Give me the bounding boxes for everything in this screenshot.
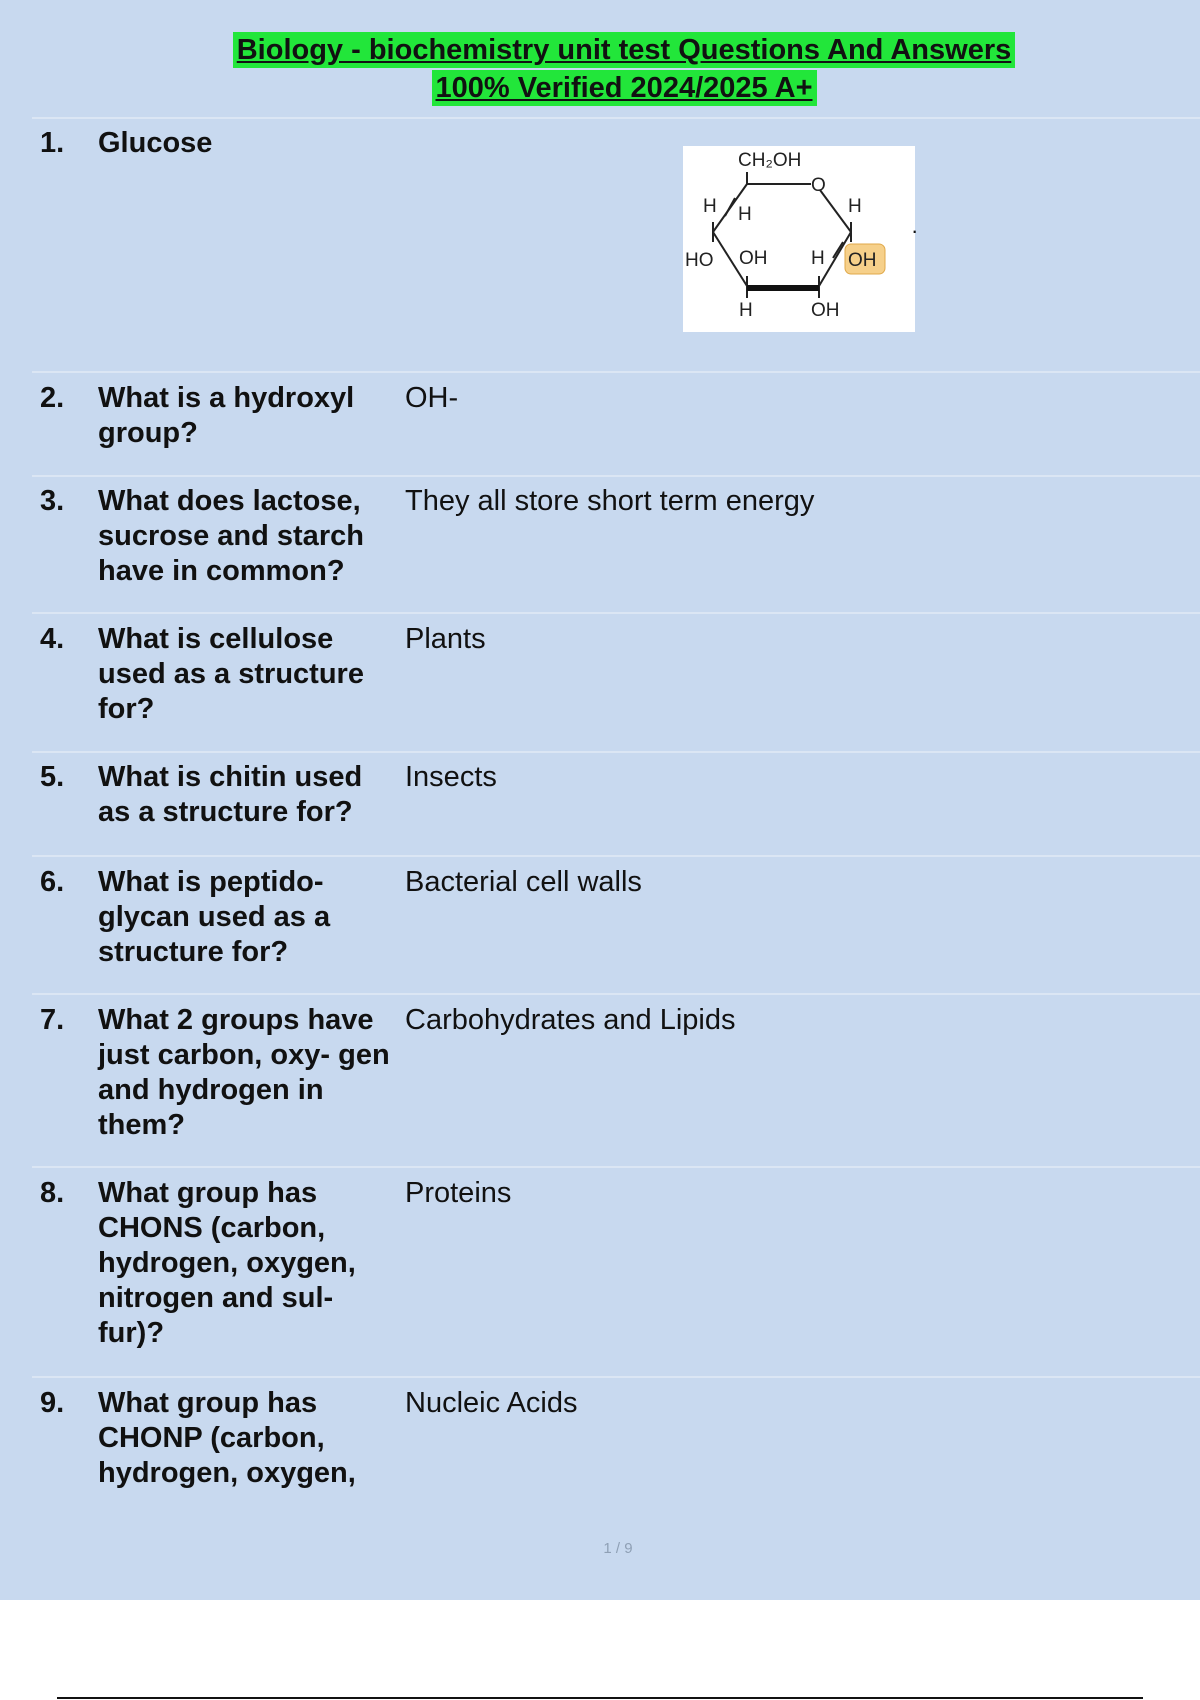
label-h: H (848, 196, 862, 217)
h-bond (725, 198, 735, 216)
divider (32, 751, 1200, 753)
divider (32, 612, 1200, 614)
page-indicator: 1 / 9 (603, 1540, 633, 1557)
label-ch2oh: CH₂OH (738, 150, 802, 171)
label-oh-highlighted: OH (848, 250, 877, 271)
item-question: Glucose (98, 127, 213, 159)
item-question: What is cellulose used as a structure for? (98, 623, 364, 725)
title-line-1: Biology - biochemistry unit test Questions And Answers (233, 32, 1016, 68)
divider (32, 371, 1200, 373)
label-ring-oxygen: O (811, 175, 826, 196)
item-number: 9. (40, 1387, 65, 1419)
item-number: 7. (40, 1004, 65, 1036)
item-question: What is chitin used as a structure for? (98, 761, 363, 828)
divider (32, 1376, 1200, 1378)
dot-mark: · (911, 218, 919, 243)
glucose-structure-diagram (683, 146, 915, 332)
item-answer: Plants (405, 623, 486, 655)
label-oh: OH (811, 300, 840, 321)
label-oh: OH (739, 248, 768, 269)
divider (32, 1166, 1200, 1168)
item-question: What 2 groups have just carbon, oxy- gen and hydrogen in them? (98, 1004, 390, 1141)
label-h: H (811, 248, 825, 269)
label-ho: HO (685, 250, 714, 271)
title-line-2: 100% Verified 2024/2025 A+ (432, 70, 817, 106)
ring-bond (820, 190, 851, 232)
item-question: What is peptido- glycan used as a structure for? (98, 866, 331, 968)
divider (32, 993, 1200, 995)
divider (32, 475, 1200, 477)
label-h: H (703, 196, 717, 217)
item-number: 1. (40, 127, 65, 159)
item-number: 2. (40, 382, 65, 414)
item-answer: Bacterial cell walls (405, 866, 642, 898)
divider (32, 117, 1200, 119)
item-answer: Proteins (405, 1177, 512, 1209)
item-answer: Nucleic Acids (405, 1387, 578, 1419)
item-question: What group has CHONS (carbon, hydrogen, oxygen, nitrogen and sul- fur)? (98, 1177, 356, 1349)
item-number: 6. (40, 866, 65, 898)
footer-rule (57, 1697, 1143, 1699)
document-title (0, 32, 1200, 108)
item-question: What does lactose, sucrose and starch have in common? (98, 485, 364, 587)
item-answer: They all store short term energy (405, 485, 815, 517)
label-h: H (738, 204, 752, 225)
label-h: H (739, 300, 753, 321)
item-question: What group has CHONP (carbon, hydrogen, oxygen, (98, 1387, 356, 1489)
item-answer: Carbohydrates and Lipids (405, 1004, 736, 1036)
item-answer: Insects (405, 761, 497, 793)
item-number: 8. (40, 1177, 65, 1209)
item-number: 3. (40, 485, 65, 517)
item-number: 4. (40, 623, 65, 655)
item-number: 5. (40, 761, 65, 793)
item-answer: OH- (405, 382, 459, 414)
item-question: What is a hydroxyl group? (98, 382, 355, 449)
divider (32, 855, 1200, 857)
